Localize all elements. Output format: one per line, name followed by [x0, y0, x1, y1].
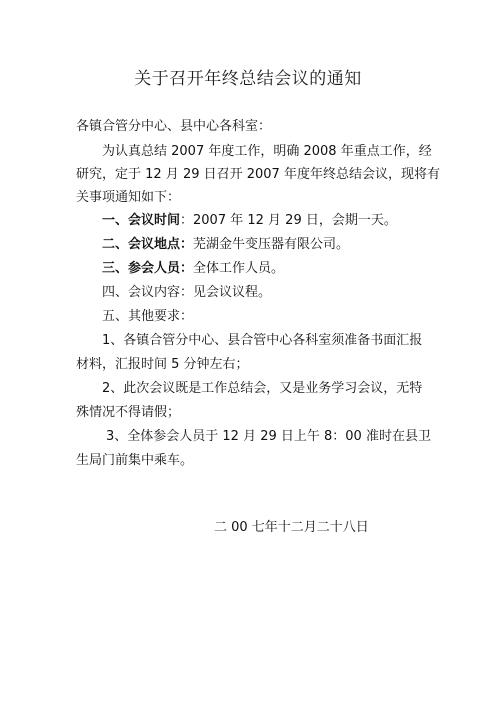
item-meeting-location-value: 芜湖金牛变压器有限公司。: [193, 237, 350, 252]
requirement-3-line-1: 3、全体参会人员于 12 月 29 日上午 8：00 准时在县卫: [106, 429, 431, 444]
item-meeting-location: [102, 236, 349, 254]
item-meeting-time: [102, 212, 397, 230]
intro-line-3: 关事项通知如下：: [76, 190, 181, 205]
item-meeting-time-label: 一、会议时间: [102, 213, 181, 228]
requirement-2-line-2: 殊情况不得请假；: [76, 405, 181, 420]
intro-line-1: 为认真总结 2007 年度工作，明确 2008 年重点工作，经: [102, 144, 432, 159]
notice-title: 关于召开年终总结会议的通知: [134, 69, 362, 89]
issue-date: 二 00 七年十二月二十八日: [214, 520, 369, 535]
intro-line-2: 研究，定于 12 月 29 日召开 2007 年度年终总结会议，现将有: [76, 167, 440, 182]
item-meeting-location-label: 二、会议地点：: [102, 237, 194, 252]
addressee: 各镇合管分中心、县中心各科室：: [76, 119, 272, 134]
item-attendees-label: 三、参会人员：: [102, 261, 194, 276]
requirement-3-line-2: 生局门前集中乘车。: [76, 453, 194, 468]
requirement-1-line-2: 材料，汇报时间 5 分钟左右；: [76, 357, 249, 372]
item-other-requirements: 五、其他要求：: [102, 309, 194, 324]
item-meeting-time-value: ：2007 年 12 月 29 日，会期一天。: [180, 213, 397, 228]
item-attendees: [102, 260, 284, 278]
requirement-1-line-1: 1、各镇合管分中心、县合管中心各科室须准备书面汇报: [102, 333, 423, 348]
item-content: 四、会议内容：见会议议程。: [102, 285, 272, 300]
requirement-2-line-1: 2、此次会议既是工作总结会，又是业务学习会议，无特: [102, 381, 423, 396]
item-attendees-value: 全体工作人员。: [193, 261, 285, 276]
